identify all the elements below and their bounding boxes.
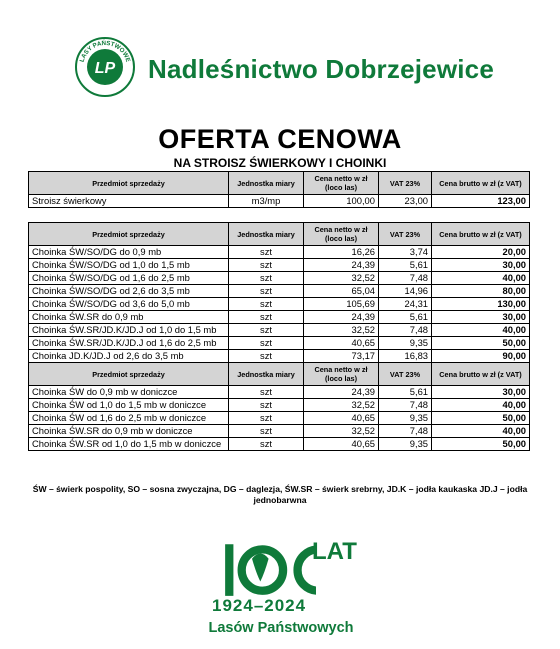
cell-unit: szt — [229, 386, 304, 399]
cell-net: 40,65 — [304, 412, 379, 425]
table-row — [29, 438, 530, 451]
cell-net: 100,00 — [304, 195, 379, 208]
cell-item: Choinka ŚW/SO/DG od 1,6 do 2,5 mb — [29, 272, 229, 285]
table-row — [29, 298, 530, 311]
table-row — [29, 259, 530, 272]
cell-vat: 7,48 — [379, 324, 432, 337]
col-vat: VAT 23% — [379, 363, 432, 386]
cell-net: 32,52 — [304, 399, 379, 412]
cell-net: 32,52 — [304, 425, 379, 438]
cell-unit: szt — [229, 272, 304, 285]
cell-vat: 9,35 — [379, 337, 432, 350]
cell-gross: 40,00 — [432, 399, 530, 412]
table-row — [29, 350, 530, 363]
cell-unit: szt — [229, 438, 304, 451]
cell-item: Choinka ŚW.SR od 1,0 do 1,5 mb w doniczce — [29, 438, 229, 451]
cell-net: 40,65 — [304, 337, 379, 350]
cell-net: 65,04 — [304, 285, 379, 298]
cell-vat: 5,61 — [379, 259, 432, 272]
cell-item: Choinka ŚW.SR do 0,9 mb — [29, 311, 229, 324]
page-title: OFERTA CENOWA — [158, 124, 402, 154]
cell-net: 32,52 — [304, 324, 379, 337]
cell-gross: 123,00 — [432, 195, 530, 208]
svg-text:LP: LP — [94, 60, 116, 77]
col-net: Cena netto w zł (loco las) — [304, 223, 379, 246]
col-net: Cena netto w zł (loco las) — [304, 172, 379, 195]
cell-item: Choinka ŚW do 0,9 mb w doniczce — [29, 386, 229, 399]
col-unit: Jednostka miary — [229, 223, 304, 246]
table-row — [29, 399, 530, 412]
cell-unit: szt — [229, 259, 304, 272]
cell-net: 73,17 — [304, 350, 379, 363]
cell-item: Choinka ŚW/SO/DG do 0,9 mb — [29, 246, 229, 259]
cell-gross: 130,00 — [432, 298, 530, 311]
table-row — [29, 386, 530, 399]
cell-unit: szt — [229, 412, 304, 425]
cell-net: 24,39 — [304, 311, 379, 324]
cell-net: 24,39 — [304, 386, 379, 399]
col-vat: VAT 23% — [379, 172, 432, 195]
cell-gross: 30,00 — [432, 311, 530, 324]
cell-item: Choinka ŚW od 1,6 do 2,5 mb w doniczce — [29, 412, 229, 425]
cell-unit: szt — [229, 285, 304, 298]
price-table-choinki — [28, 222, 530, 451]
cell-unit: szt — [229, 246, 304, 259]
col-gross: Cena brutto w zł (z VAT) — [432, 172, 530, 195]
cell-gross: 50,00 — [432, 438, 530, 451]
col-item: Przedmiot sprzedaży — [29, 223, 229, 246]
lasy-panstwowe-logo-icon — [74, 36, 136, 98]
cell-gross: 50,00 — [432, 412, 530, 425]
cell-unit: szt — [229, 425, 304, 438]
cell-gross: 40,00 — [432, 272, 530, 285]
price-table-stroisz — [28, 171, 530, 208]
abbreviations-footnote: ŚW – świerk pospolity, SO – sosna zwyczajna, DG – daglezja, ŚW.SR – świerk srebrny, JD.K – jodła kaukaska JD.J – jodła jednobarwna — [32, 484, 528, 505]
col-net: Cena netto w zł (loco las) — [304, 363, 379, 386]
jubilee-lat: LAT — [312, 538, 357, 565]
jubilee-years: 1924–2024 — [212, 596, 307, 615]
cell-vat: 7,48 — [379, 399, 432, 412]
oak-leaf-acorn-icon — [186, 538, 316, 598]
cell-unit: szt — [229, 311, 304, 324]
cell-gross: 30,00 — [432, 259, 530, 272]
jubilee-subtitle: Lasów Państwowych — [208, 620, 354, 636]
page-subtitle: NA STROISZ ŚWIERKOWY I CHOINKI — [173, 156, 387, 170]
table-row — [29, 195, 530, 208]
table-row — [29, 324, 530, 337]
cell-gross: 20,00 — [432, 246, 530, 259]
cell-unit: szt — [229, 324, 304, 337]
cell-vat: 9,35 — [379, 412, 432, 425]
cell-item: Choinka ŚW/SO/DG od 3,6 do 5,0 mb — [29, 298, 229, 311]
cell-item: Choinka ŚW/SO/DG od 2,6 do 3,5 mb — [29, 285, 229, 298]
cell-gross: 90,00 — [432, 350, 530, 363]
table-header-row — [29, 223, 530, 246]
table-row — [29, 425, 530, 438]
cell-gross: 40,00 — [432, 425, 530, 438]
table-row — [29, 412, 530, 425]
table-header-row — [29, 172, 530, 195]
cell-net: 16,26 — [304, 246, 379, 259]
col-vat: VAT 23% — [379, 223, 432, 246]
cell-net: 105,69 — [304, 298, 379, 311]
table-row — [29, 311, 530, 324]
cell-unit: m3/mp — [229, 195, 304, 208]
cell-net: 40,65 — [304, 438, 379, 451]
col-unit: Jednostka miary — [229, 363, 304, 386]
cell-unit: szt — [229, 350, 304, 363]
organization-name: Nadleśnictwo Dobrzejewice — [148, 54, 494, 84]
cell-gross: 80,00 — [432, 285, 530, 298]
cell-gross: 50,00 — [432, 337, 530, 350]
cell-vat: 14,96 — [379, 285, 432, 298]
col-gross: Cena brutto w zł (z VAT) — [432, 363, 530, 386]
cell-item: Choinka ŚW.SR/JD.K/JD.J od 1,0 do 1,5 mb — [29, 324, 229, 337]
cell-vat: 9,35 — [379, 438, 432, 451]
cell-item: Choinka ŚW.SR do 0,9 mb w doniczce — [29, 425, 229, 438]
col-gross: Cena brutto w zł (z VAT) — [432, 223, 530, 246]
cell-vat: 24,31 — [379, 298, 432, 311]
table-header-row — [29, 363, 530, 386]
cell-unit: szt — [229, 337, 304, 350]
cell-item: Choinka ŚW od 1,0 do 1,5 mb w doniczce — [29, 399, 229, 412]
cell-vat: 23,00 — [379, 195, 432, 208]
page-header — [74, 36, 494, 100]
cell-vat: 7,48 — [379, 425, 432, 438]
col-item: Przedmiot sprzedaży — [29, 363, 229, 386]
cell-item: Choinka ŚW/SO/DG od 1,0 do 1,5 mb — [29, 259, 229, 272]
cell-vat: 16,83 — [379, 350, 432, 363]
cell-net: 24,39 — [304, 259, 379, 272]
cell-unit: szt — [229, 298, 304, 311]
cell-gross: 30,00 — [432, 386, 530, 399]
cell-vat: 5,61 — [379, 386, 432, 399]
jubilee-logo — [186, 536, 376, 646]
col-unit: Jednostka miary — [229, 172, 304, 195]
cell-net: 32,52 — [304, 272, 379, 285]
table-row — [29, 246, 530, 259]
cell-gross: 40,00 — [432, 324, 530, 337]
col-item: Przedmiot sprzedaży — [29, 172, 229, 195]
cell-item: Choinka JD.K/JD.J od 2,6 do 3,5 mb — [29, 350, 229, 363]
cell-item: Choinka ŚW.SR/JD.K/JD.J od 1,6 do 2,5 mb — [29, 337, 229, 350]
cell-vat: 5,61 — [379, 311, 432, 324]
cell-unit: szt — [229, 399, 304, 412]
table-row — [29, 285, 530, 298]
cell-vat: 7,48 — [379, 272, 432, 285]
cell-vat: 3,74 — [379, 246, 432, 259]
table-row — [29, 337, 530, 350]
cell-item: Stroisz świerkowy — [29, 195, 229, 208]
table-row — [29, 272, 530, 285]
svg-text:LASY PAŃSTWOWE: LASY PAŃSTWOWE — [78, 39, 132, 63]
